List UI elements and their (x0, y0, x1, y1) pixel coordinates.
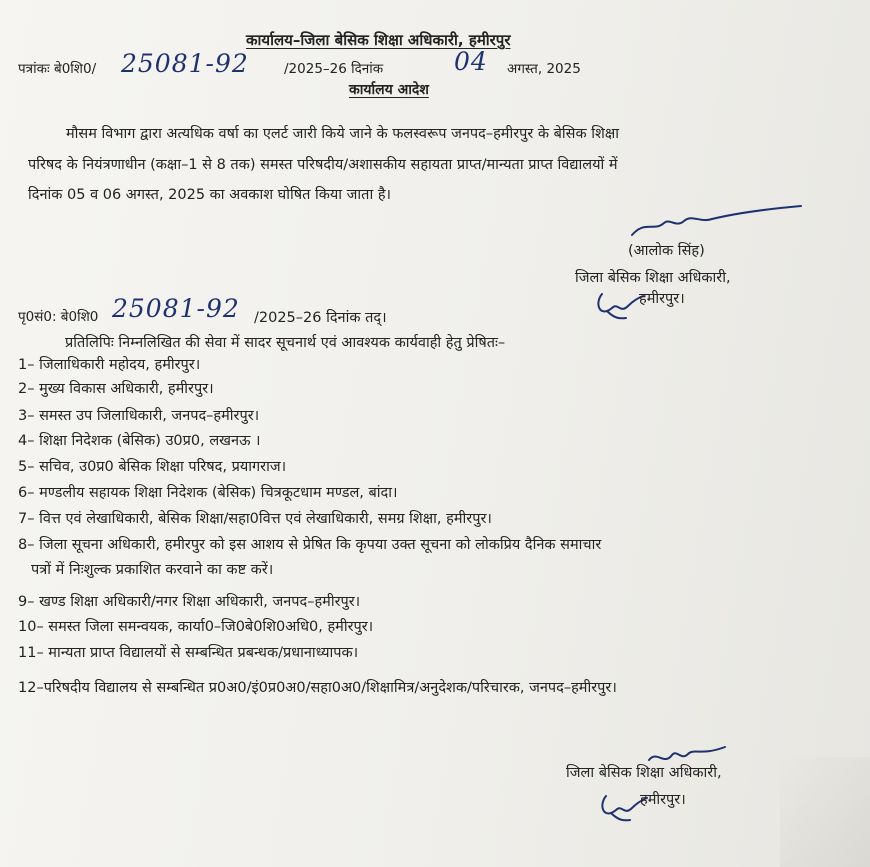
copy-list-item-1: 1– जिलाधिकारी महोदय, हमीरपुर। (18, 357, 201, 373)
copy-list-item-5: 5– सचिव, उ0प्र0 बेसिक शिक्षा परिषद, प्रयागराज। (18, 459, 287, 475)
copy-list-item-11: 11– मान्यता प्राप्त विद्यालयों से सम्बन्धित प्रबन्धक/प्रधानाध्यापक। (18, 645, 359, 661)
copy-list-item-7: 7– वित्त एवं लेखाधिकारी, बेसिक शिक्षा/सहा0वित्त एवं लेखाधिकारी, समग्र शिक्षा, हमीरपुर। (18, 511, 492, 527)
copy-intro: प्रतिलिपिः निम्नलिखित की सेवा में सादर सूचनार्थ एवं आवश्यक कार्यवाही हेतु प्रेषितः– (65, 335, 506, 351)
initial-signature-top (590, 284, 645, 322)
page-shadow (780, 757, 870, 867)
handwritten-letter-number: 25081-92 (121, 49, 249, 78)
office-title: कार्यालय–जिला बेसिक शिक्षा अधिकारी, हमीरपुर (246, 31, 511, 49)
copy-handwritten-number: 25081-92 (112, 294, 240, 323)
letter-prefix: पत्रांकः बे0शि0/ (18, 61, 97, 77)
date-suffix: अगस्त, 2025 (507, 61, 581, 77)
copy-list-item-2: 2– मुख्य विकास अधिकारी, हमीरपुर। (18, 381, 214, 397)
signatory-designation: जिला बेसिक शिक्षा अधिकारी, (575, 270, 731, 286)
handwritten-date-day: 04 (454, 47, 488, 76)
copy-list-item-4: 4– शिक्षा निदेशक (बेसिक) उ0प्र0, लखनऊ । (18, 433, 261, 449)
copy-list-item-8: 8– जिला सूचना अधिकारी, हमीरपुर को इस आशय से प्रेषित कि कृपया उक्त सूचना को लोकप्रिय दैनिक समाचार (18, 537, 602, 553)
copy-list-item-6: 6– मण्डलीय सहायक शिक्षा निदेशक (बेसिक) चित्रकूटधाम मण्डल, बांदा। (18, 485, 398, 501)
footer-signatory-designation: जिला बेसिक शिक्षा अधिकारी, (566, 765, 722, 781)
copy-list-item-12: 12–परिषदीय विद्यालय से सम्बन्धित प्र0अ0/इं0प्र0अ0/सहा0अ0/शिक्षामित्र/अनुदेशक/परिचारक, जनपद–हमीरपुर। (18, 680, 617, 696)
copy-reference-prefix: पृ0सं0: बे0शि0 (18, 309, 99, 325)
signature-mark-top (622, 206, 812, 246)
copy-list-item-3: 3– समस्त उप जिलाधिकारी, जनपद–हमीरपुर। (18, 408, 260, 424)
order-title: कार्यालय आदेश (349, 82, 429, 98)
signatory-name: (आलोक सिंह) (628, 243, 705, 259)
copy-list-item-9: 9– खण्ड शिक्षा अधिकारी/नगर शिक्षा अधिकारी, जनपद–हमीरपुर। (18, 594, 361, 610)
copy-reference-suffix: /2025–26 दिनांक तद्। (254, 310, 387, 326)
footer-signatory-place: हमीरपुर। (640, 792, 686, 808)
order-body-line-2: परिषद के नियंत्रणाधीन (कक्षा–1 से 8 तक) समस्त परिषदीय/अशासकीय सहायता प्राप्त/मान्यता प्राप्त विद्यालयों में (28, 157, 618, 173)
year-label: /2025–26 दिनांक (284, 61, 384, 77)
order-body-line-1: मौसम विभाग द्वारा अत्यधिक वर्षा का एलर्ट जारी किये जाने के फलस्वरूप जनपद–हमीरपुर के बेसिक शिक्षा (66, 126, 619, 142)
order-body-line-3: दिनांक 05 व 06 अगस्त, 2025 का अवकाश घोषित किया जाता है। (28, 187, 392, 203)
copy-list-item-8-continued: पत्रों में निःशुल्क प्रकाशित करवाने का कष्ट करें। (31, 562, 274, 578)
copy-list-item-10: 10– समस्त जिला समन्वयक, कार्या0–जि0बे0शि0अधि0, हमीरपुर। (18, 619, 374, 635)
signatory-place: हमीरपुर। (639, 291, 685, 307)
